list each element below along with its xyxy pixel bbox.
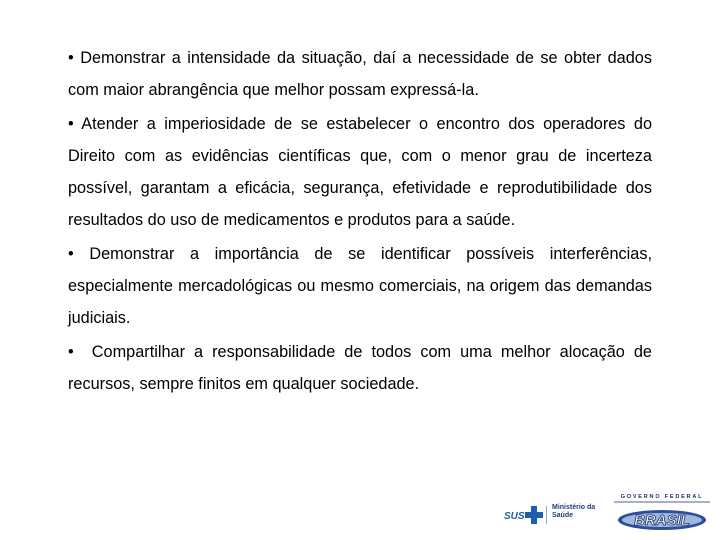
- bullet-text: Compartilhar a responsabilidade de todos com uma melhor alocação de recursos, sempre finitos em qualquer sociedade.: [68, 342, 652, 393]
- sus-logo-text: SUS: [504, 511, 525, 522]
- ministerio-line1: Ministério da: [552, 504, 596, 511]
- gov-label: GOVERNO FEDERAL: [620, 494, 704, 500]
- bullet-item: [68, 238, 652, 335]
- ministerio-da-saude-logo: [552, 504, 600, 520]
- bullet-item: [68, 108, 652, 237]
- brasil-wordmark: [612, 494, 712, 534]
- bullet-text: Atender a imperiosidade de se estabelecer o encontro dos operadores do Direito com as evidências científicas que, com o menor grau de incerteza possível, garantam a eficácia, segurança, efetividade e reprodutibilidade dos resultados do uso de medicamentos e produtos para a saúde.: [68, 114, 653, 230]
- bullet-text: Demonstrar a intensidade da situação, daí a necessidade de se obter dados com maior abrangência que melhor possam expressá-la.: [68, 49, 652, 100]
- bullet-list: [68, 42, 652, 401]
- bullet-marker: •: [68, 342, 74, 361]
- bullet-text: Demonstrar a importância de se identificar possíveis interferências, especialmente mercadológicas ou mesmo comerciais, na origem das demandas judiciais.: [68, 244, 652, 328]
- bullet-item: [68, 42, 652, 107]
- ministerio-line2: Saúde: [552, 512, 574, 519]
- bullet-item: [68, 336, 652, 401]
- bullet-marker: •: [68, 49, 74, 67]
- bullet-marker: •: [68, 244, 74, 263]
- governo-federal-logo: [612, 494, 712, 534]
- sus-logo: [504, 504, 552, 526]
- brasil-text: BRASIL: [634, 512, 690, 529]
- footer-logos: [500, 494, 715, 534]
- bullet-marker: •: [68, 114, 74, 133]
